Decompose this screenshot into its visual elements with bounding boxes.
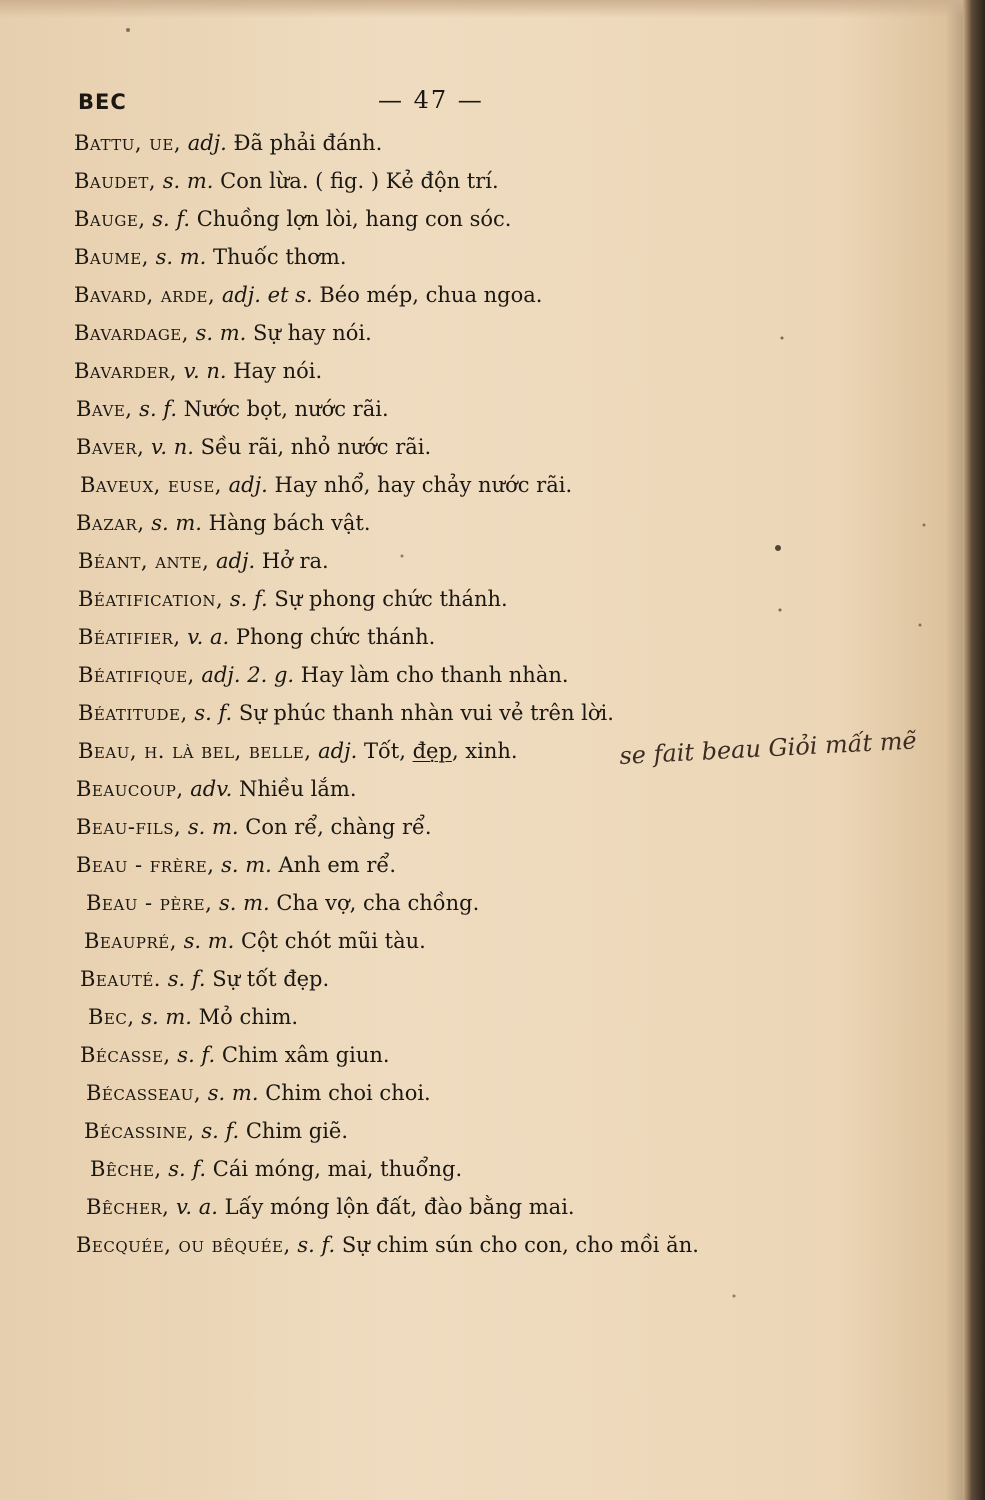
entry-headword: Beau - père, — [86, 891, 213, 915]
entry-grammar: adv. — [190, 777, 233, 801]
dictionary-entry — [74, 1074, 794, 1112]
entry-grammar: s. m. — [218, 891, 270, 915]
entry-headword: Béatitude, — [78, 701, 188, 725]
entry-definition: Hay làm cho thanh nhàn. — [300, 663, 569, 687]
entry-headword: Béatification, — [78, 587, 224, 611]
entry-headword: Baume, — [74, 245, 149, 269]
entry-definition: Chim choi choi. — [265, 1081, 431, 1105]
dictionary-entry — [74, 580, 794, 618]
entry-grammar: adj. 2. g. — [201, 663, 295, 687]
entry-definition: Hay nói. — [233, 359, 323, 383]
entry-definition: Phong chức thánh. — [235, 625, 436, 649]
dictionary-entry — [74, 124, 794, 162]
entry-headword: Béatifier, — [78, 625, 181, 649]
dictionary-entry — [74, 1226, 794, 1264]
entry-underlined-word: đẹp — [412, 739, 452, 763]
entry-definition: Sự chim sún cho con, cho mồi ăn. — [341, 1233, 699, 1257]
entry-headword: Baudet, — [74, 169, 157, 193]
dictionary-entry — [74, 922, 794, 960]
dictionary-entry — [74, 276, 794, 314]
page-number: — 47 — — [378, 86, 484, 114]
entry-headword: Bavardage, — [74, 321, 189, 345]
entry-grammar: s. f. — [139, 397, 177, 421]
entry-grammar: s. m. — [141, 1005, 192, 1029]
entry-grammar: s. m. — [155, 245, 207, 269]
entry-definition: Con rể, chàng rể. — [245, 815, 432, 839]
dictionary-entry — [74, 960, 794, 998]
entry-grammar: v. n. — [183, 359, 227, 383]
entry-definition-end: , xinh. — [451, 739, 518, 763]
entry-definition: Thuốc thơm. — [212, 245, 347, 269]
entry-headword: Bauge, — [74, 207, 146, 231]
entry-grammar: s. m. — [151, 511, 202, 535]
dictionary-entry — [74, 390, 794, 428]
dictionary-entry — [74, 618, 794, 656]
dictionary-entry — [74, 846, 794, 884]
entry-grammar: adj. — [215, 549, 256, 573]
speck — [126, 28, 130, 32]
page-header — [78, 86, 778, 122]
entry-headword: Beau-fils, — [76, 815, 182, 839]
dictionary-entry — [74, 200, 794, 238]
entry-headword: Bazar, — [76, 511, 145, 535]
entry-grammar: adj. et s. — [221, 283, 313, 307]
entry-headword: Bave, — [76, 397, 133, 421]
entry-grammar: s. m. — [187, 815, 239, 839]
entry-headword: Becquée, ou bêquée, — [76, 1233, 291, 1257]
dictionary-entry — [74, 808, 794, 846]
entry-definition: Sự tốt đẹp. — [212, 967, 330, 991]
entry-definition: Cột chót mũi tàu. — [240, 929, 426, 953]
entry-definition: Sự phúc thanh nhàn vui vẻ trên lời. — [238, 701, 614, 725]
dictionary-entry — [74, 504, 794, 542]
entry-grammar: s. m. — [162, 169, 214, 193]
entry-definition: Béo mép, chua ngoa. — [319, 283, 543, 307]
entry-grammar: v. a. — [176, 1195, 218, 1219]
entry-headword: Béatifique, — [78, 663, 195, 687]
entry-grammar: s. m. — [221, 853, 272, 877]
entry-definition: Hay nhổ, hay chảy nước rãi. — [274, 473, 573, 497]
entry-grammar: v. a. — [187, 625, 230, 649]
entry-grammar: s. f. — [194, 701, 233, 725]
entry-definition: Anh em rể. — [278, 853, 397, 877]
entry-headword: Baver, — [76, 435, 145, 459]
entry-headword: Bavard, arde, — [74, 283, 216, 307]
entry-grammar: adj. — [187, 131, 227, 155]
dictionary-entry — [74, 884, 794, 922]
entry-grammar: s. f. — [177, 1043, 216, 1067]
entry-grammar: s. f. — [168, 1157, 207, 1181]
entry-headword: Beau, h. là bel, belle, — [78, 739, 312, 763]
entry-grammar: s. f. — [201, 1119, 240, 1143]
dictionary-entry — [74, 998, 794, 1036]
entry-definition: Nhiều lắm. — [238, 777, 357, 801]
entry-definition: Lấy móng lộn đất, đào bằng mai. — [224, 1195, 575, 1219]
entry-definition: Đã phải đánh. — [233, 131, 383, 155]
entry-headword: Baveux, euse, — [80, 473, 222, 497]
dictionary-entry — [74, 542, 794, 580]
entry-headword: Beaucoup, — [76, 777, 184, 801]
entry-definition: Chim giẽ. — [245, 1119, 349, 1143]
entry-headword: Bécasse, — [80, 1043, 171, 1067]
entry-headword: Beauté. — [80, 967, 161, 991]
annotation-text: se fait beau Giỏi mất mẽ — [618, 726, 918, 770]
dictionary-entry — [74, 162, 794, 200]
entry-grammar: s. m. — [195, 321, 247, 345]
entry-definition: Hàng bách vật. — [208, 511, 371, 535]
entry-definition: Cái móng, mai, thuổng. — [212, 1157, 463, 1181]
entry-definition: Chim xâm giun. — [221, 1043, 390, 1067]
dictionary-entry — [74, 1150, 794, 1188]
entry-definition: Sự hay nói. — [253, 321, 372, 345]
entry-grammar: s. f. — [229, 587, 268, 611]
entry-definition: Mỏ chim. — [198, 1005, 299, 1029]
entry-definition: Sều rãi, nhỏ nước rãi. — [200, 435, 432, 459]
entry-grammar: s. f. — [297, 1233, 336, 1257]
entry-definition: Con lừa. ( fig. ) Kẻ độn trí. — [220, 169, 499, 193]
dictionary-entry — [74, 314, 794, 352]
entry-definition: Chuồng lợn lòi, hang con sóc. — [196, 207, 512, 231]
entry-definition: Cha vợ, cha chồng. — [276, 891, 480, 915]
entry-headword: Beaupré, — [84, 929, 177, 953]
dictionary-entry — [74, 694, 794, 732]
dictionary-entry — [74, 1036, 794, 1074]
entry-grammar: s. m. — [183, 929, 235, 953]
dictionary-entry — [74, 656, 794, 694]
entry-grammar: s. f. — [167, 967, 206, 991]
speck — [923, 524, 926, 527]
entry-headword: Beau - frère, — [76, 853, 215, 877]
entry-headword: Béant, ante, — [78, 549, 210, 573]
entry-headword: Bavarder, — [74, 359, 177, 383]
entry-definition: Hở ra. — [261, 549, 329, 573]
entry-definition: Sự phong chức thánh. — [274, 587, 508, 611]
entry-grammar: s. f. — [152, 207, 191, 231]
entry-definition: Tốt, — [363, 739, 413, 763]
entry-headword: Bêche, — [90, 1157, 162, 1181]
entry-grammar: s. m. — [207, 1081, 259, 1105]
entry-grammar: v. n. — [150, 435, 194, 459]
entry-grammar: adj. — [228, 473, 268, 497]
speck — [733, 1295, 736, 1298]
dictionary-entries — [74, 124, 794, 1264]
dictionary-entry — [74, 238, 794, 276]
dictionary-entry — [74, 428, 794, 466]
dictionary-entry — [74, 466, 794, 504]
running-head: BEC — [78, 90, 127, 114]
entry-headword: Bécasseau, — [86, 1081, 202, 1105]
speck — [919, 624, 922, 627]
entry-definition: Nước bọt, nước rãi. — [183, 397, 389, 421]
entry-headword: Bêcher, — [86, 1195, 170, 1219]
entry-headword: Battu, ue, — [74, 131, 181, 155]
dictionary-entry — [74, 352, 794, 390]
entry-headword: Bécassine, — [84, 1119, 195, 1143]
entry-grammar: adj. — [318, 739, 358, 763]
entry-headword: Bec, — [88, 1005, 135, 1029]
page-top-shadow — [0, 0, 985, 18]
dictionary-entry — [74, 1112, 794, 1150]
dictionary-entry — [74, 1188, 794, 1226]
